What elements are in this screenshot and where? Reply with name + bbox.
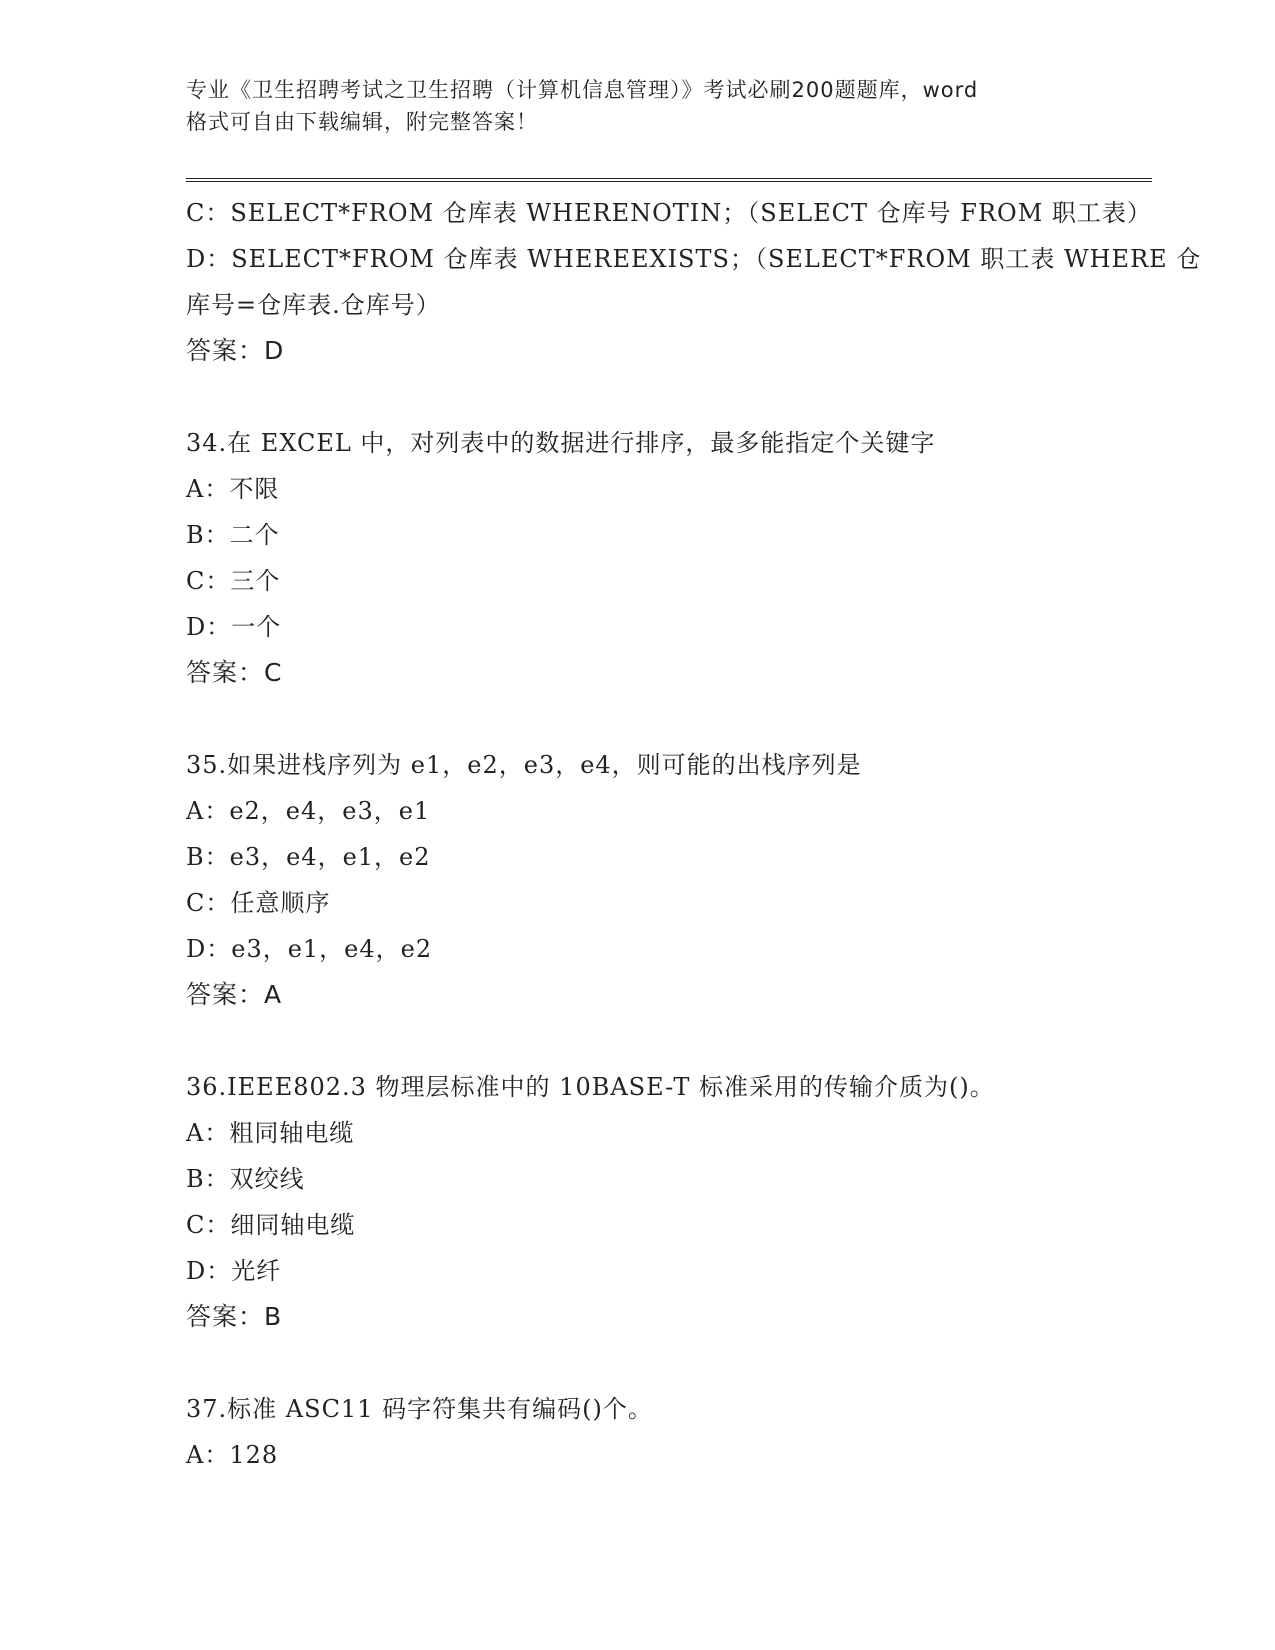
question-35 (186, 742, 1086, 1018)
option-a: A：128 (186, 1441, 279, 1469)
option-a: A：粗同轴电缆 (186, 1119, 355, 1147)
option-b: B：e3，e4，e1，e2 (186, 843, 431, 871)
option-d: D：e3，e1，e4，e2 (186, 935, 433, 963)
spacer (186, 696, 1086, 742)
answer: 答案：C (186, 658, 283, 687)
prev-answer: 答案：D (186, 336, 285, 365)
document-body (186, 190, 1202, 1478)
question-36 (186, 1064, 1086, 1340)
question-stem: 36.IEEE802.3 物理层标准中的 10BASE-T 标准采用的传输介质为()。 (186, 1073, 995, 1101)
option-a: A：e2，e4，e3，e1 (186, 797, 431, 825)
answer: 答案：A (186, 980, 283, 1009)
prev-option-c: C：SELECT*FROM 仓库表 WHERENOTIN；（SELECT 仓库号 FROM 职工表） (186, 199, 1152, 227)
option-c: C：任意顺序 (186, 889, 331, 917)
header-title-line-2: 格式可自由下载编辑，附完整答案！ (186, 110, 538, 134)
question-37 (186, 1386, 1086, 1478)
question-stem: 34.在 EXCEL 中，对列表中的数据进行排序，最多能指定个关键字 (186, 429, 936, 457)
header-title-line-1: 专业《卫生招聘考试之卫生招聘（计算机信息管理）》考试必刷200题题库，word (186, 78, 979, 102)
question-34 (186, 420, 1086, 696)
spacer (186, 374, 1086, 420)
prev-option-d-line-1: D：SELECT*FROM 仓库表 WHEREEXISTS；（SELECT*FROM 职工表 WHERE 仓 (186, 245, 1202, 273)
option-a: A：不限 (186, 475, 280, 503)
question-stem: 35.如果进栈序列为 e1，e2，e3，e4，则可能的出栈序列是 (186, 751, 862, 779)
document-header (186, 74, 1086, 138)
option-c: C：三个 (186, 567, 281, 595)
spacer (186, 1340, 1086, 1386)
header-divider (186, 178, 1152, 182)
option-d: D：一个 (186, 613, 282, 641)
option-b: B：二个 (186, 521, 280, 549)
option-c: C：细同轴电缆 (186, 1211, 356, 1239)
option-d: D：光纤 (186, 1257, 282, 1285)
question-stem: 37.标准 ASC11 码字符集共有编码()个。 (186, 1395, 653, 1423)
answer: 答案：B (186, 1302, 283, 1331)
spacer (186, 1018, 1086, 1064)
option-b: B：双绞线 (186, 1165, 305, 1193)
prev-option-d-line-2: 库号=仓库表.仓库号） (186, 291, 441, 319)
